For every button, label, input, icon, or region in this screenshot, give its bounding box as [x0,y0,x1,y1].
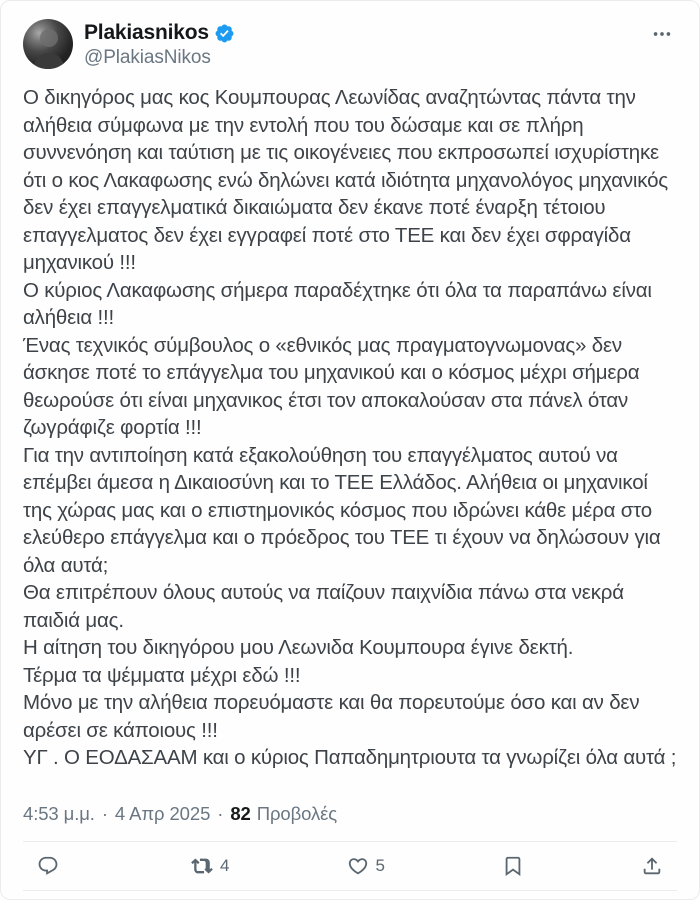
bookmark-icon [502,855,524,877]
meta-separator: · [217,803,224,824]
reply-icon [37,855,59,877]
avatar[interactable] [23,19,73,69]
post-time: 4:53 μ.μ. [23,803,95,824]
like-icon [347,855,369,877]
tweet-body [23,84,679,772]
views-link[interactable] [230,803,337,825]
author-handle[interactable]: @PlakiasNikos [84,47,211,68]
meta-separator: · [101,803,108,824]
share-button[interactable] [641,855,663,877]
tweet-paragraph: Ο κύριος Λακαφωσης σήμερα παραδέχτηκε ότι όλα τα παραπάνω είναι αλήθεια !!! [23,278,652,329]
reply-button[interactable] [37,855,74,877]
post-date: 4 Απρ 2025 [114,803,211,824]
timestamp-row [23,797,677,841]
bookmark-button[interactable] [502,855,524,877]
avatar-photo [23,19,73,69]
tweet-paragraph: Θα επιτρέπουν όλους αυτούς να παίζουν παιχνίδια πάνω στα νεκρά παιδιά μας. [23,581,624,632]
like-button[interactable] [347,855,385,877]
views-count: 82 [230,803,251,824]
like-count: 5 [375,856,385,875]
share-icon [641,855,663,877]
action-bar [23,841,677,891]
more-icon [651,23,673,45]
repost-count: 4 [220,856,230,875]
tweet-paragraph: Ο δικηγόρος μας κος Κουμπουρας Λεωνίδας αναζητώντας πάντα την αλήθεια σύμφωνα με την εντολή που του δώσαμε και σε πλήρη συννενόηση και ταύτιση με τις οικογένειες που εκπροσωπεί ισχυρίστηκε ότι ο κος Λακαφωσης ενώ δηλώνει κατά ιδιότητα μηχανολόγος μηχανικός δεν έχει επαγγελματικά δικαιώματα δεν έκανε ποτέ έναρξη τέτοιου επαγγελματος δεν έχει εγγραφεί ποτέ στο ΤΕΕ και δεν έχει σφραγίδα μηχανικού !!! [23,86,668,274]
verified-badge-icon[interactable] [214,23,235,44]
repost-icon [191,855,213,877]
tweet-paragraph: Για την αντιποίηση κατά εξακολούθηση του επαγγέλματος αυτού να επέμβει άμεσα η Δικαιοσύνη και το ΤΕΕ Ελλάδος. Αλήθεια οι μηχανικοί της χώρας μας και ο επιστημονικός κόσμος που ιδρώνει κάθε μέρα στο ελεύθερο επάγγελμα και ο πρόεδρος του ΤΕΕ τι έχουν να δηλώσουν για όλα αυτά; [23,443,661,577]
tweet-paragraph: Τέρμα τα ψέμματα μέχρι εδώ !!! [23,663,301,687]
more-button[interactable] [647,19,677,49]
tweet-paragraph: ΥΓ . Ο ΕΟΔΑΣΑΑΜ και ο κύριος Παπαδημητριουτα τα γνωρίζει όλα αυτά ; [23,746,677,769]
views-label: Προβολές [256,803,338,824]
tweet-paragraph: Μόνο με την αλήθεια πορευόμαστε και θα πορευτούμε όσο και αν δεν αρέσει σε κάποιους !!! [23,691,640,742]
tweet-paragraph: Ένας τεχνικός σύμβουλος ο «εθνικός μας πραγματογνωμονας» δεν άσκησε ποτέ το επάγγελμα του μηχανικού και ο κόσμος μέχρι σήμερα θεωρούσε ότι είναι μηχανικος έτσι τον αποκαλούσαν στα πάνελ όταν ζωγράφιζε φορτία !!! [23,333,640,439]
repost-button[interactable] [191,855,229,877]
author-display-name[interactable]: Plakiasnikos [84,21,209,44]
tweet-header [23,19,677,69]
tweet-paragraph: Η αίτηση του δικηγόρου μου Λεωνιδα Κουμπουρα έγινε δεκτή. [23,636,574,659]
author-block [84,19,235,69]
